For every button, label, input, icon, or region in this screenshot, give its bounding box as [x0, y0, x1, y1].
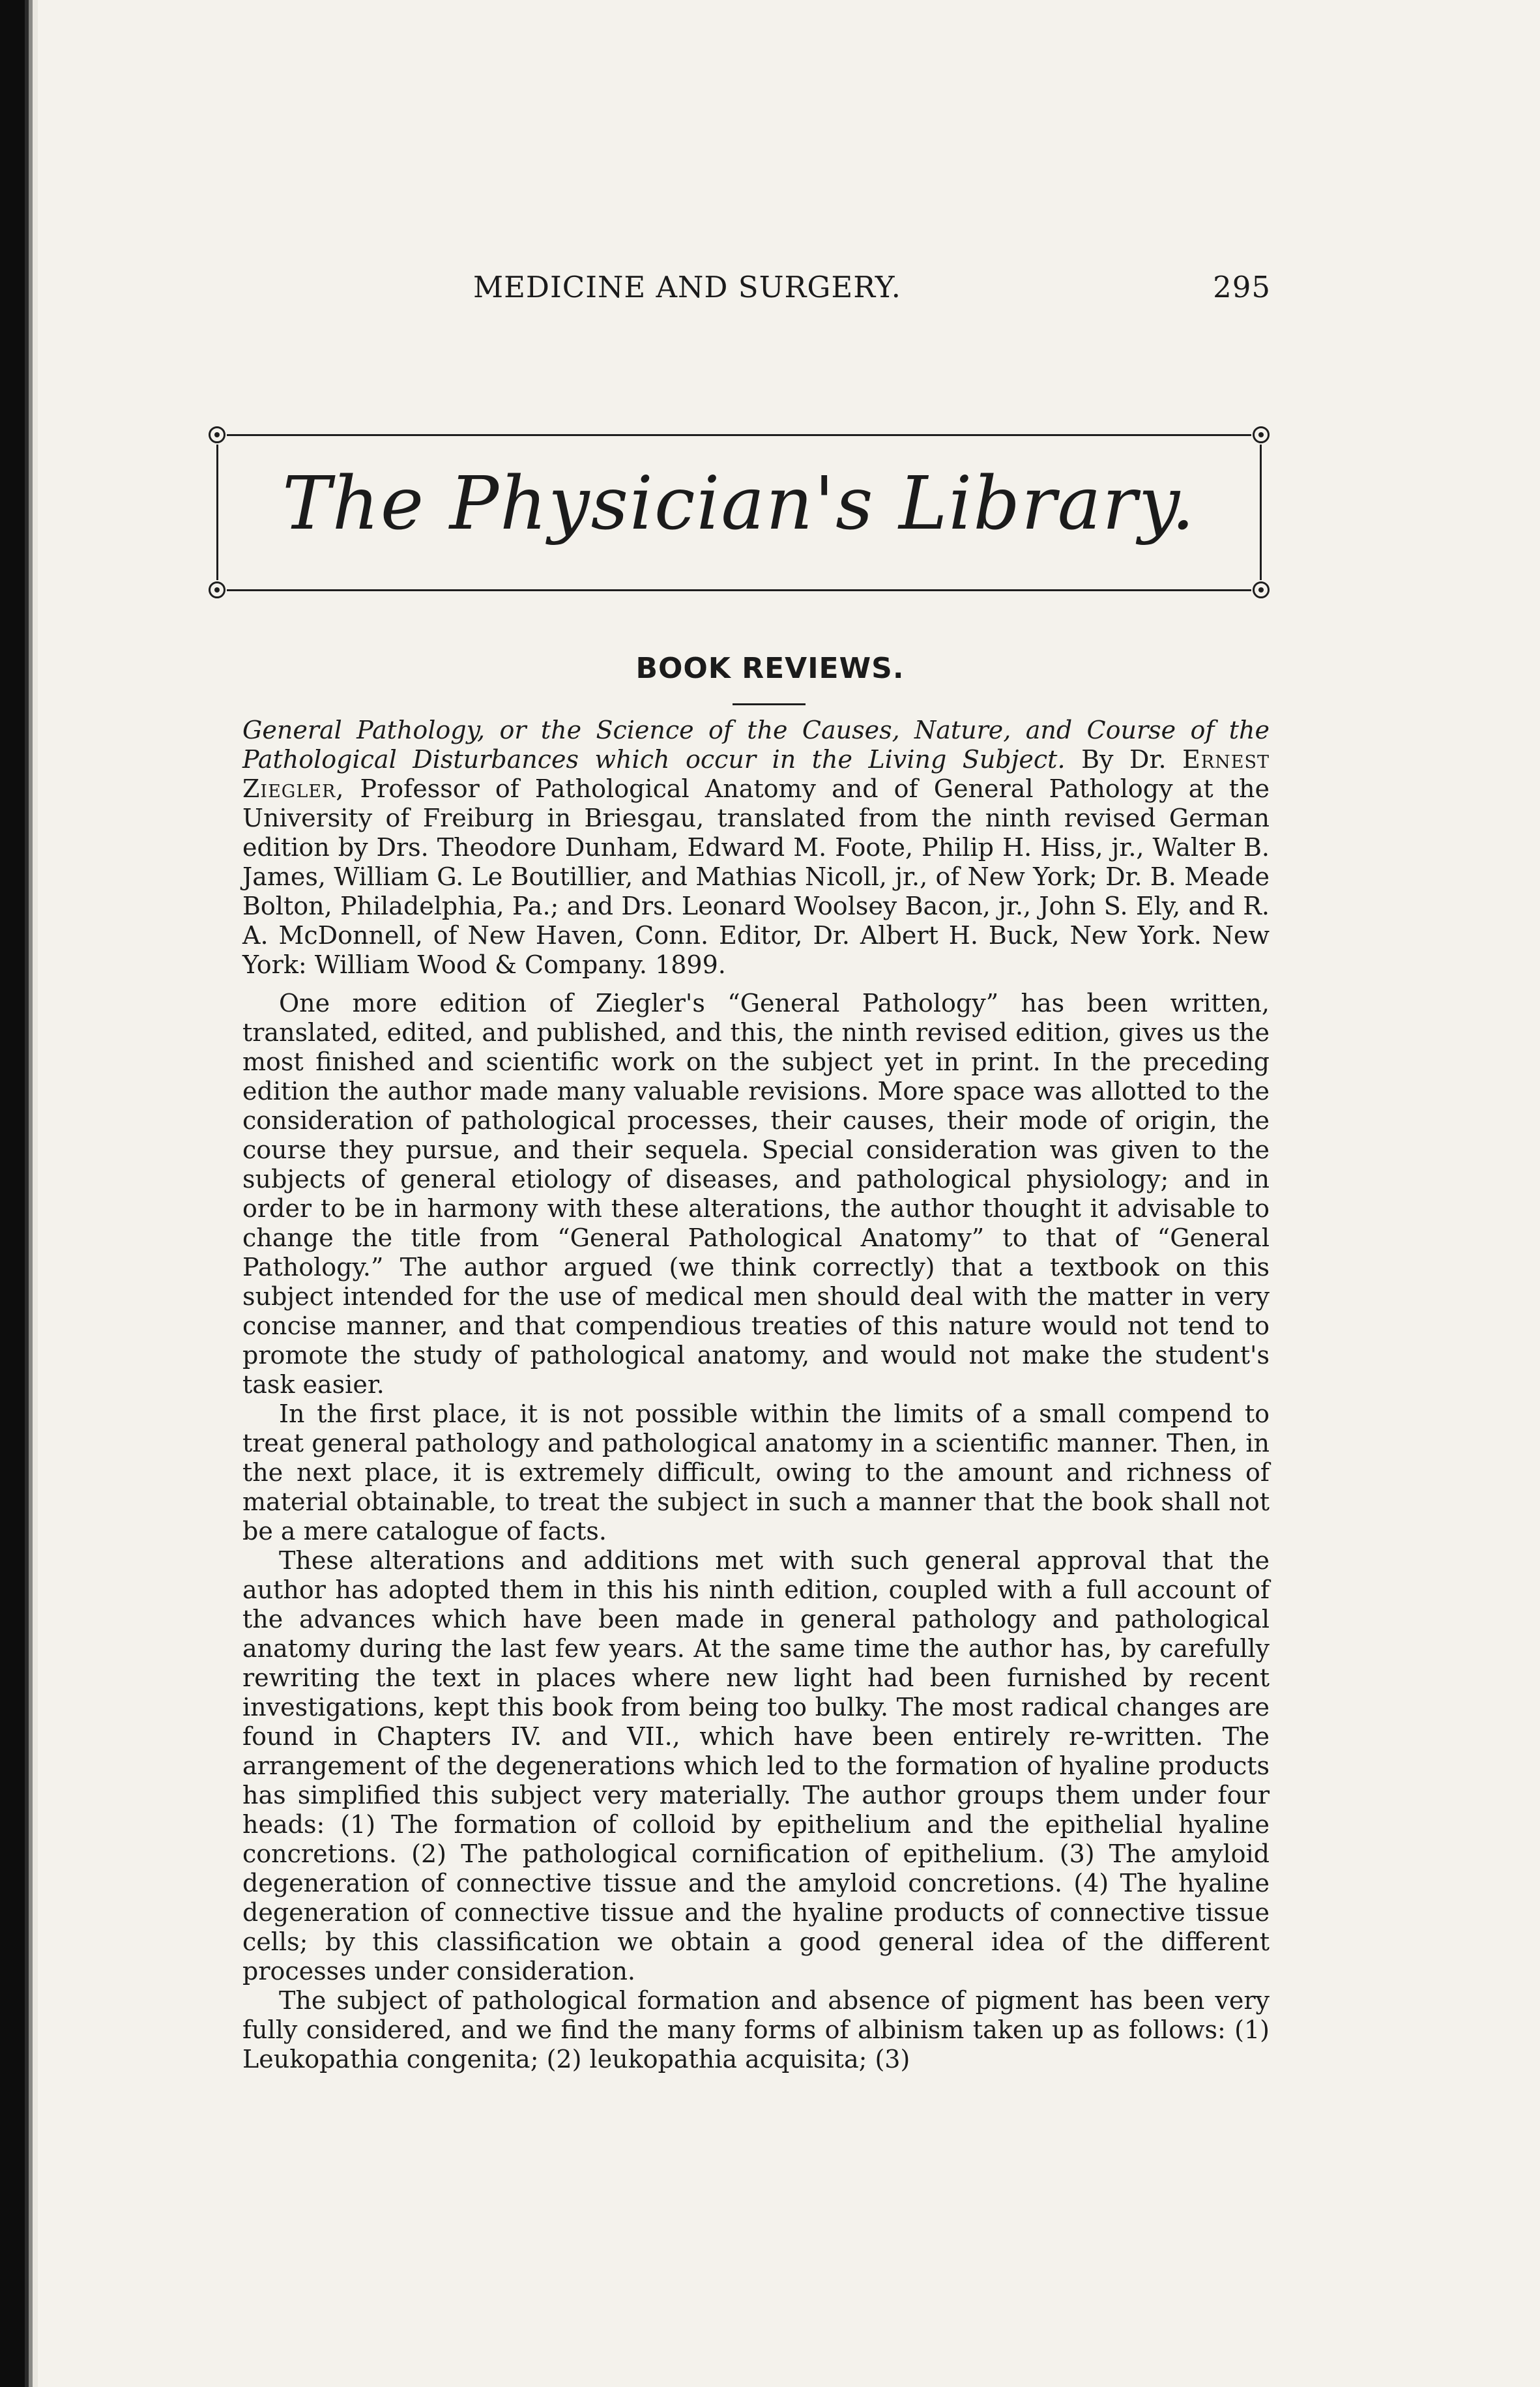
- banner-title: The Physician's Library.: [282, 461, 1196, 546]
- author-name: Ernest Ziegler,: [242, 745, 1270, 803]
- book-title: General Pathology, or the Science of the Causes, Nature, and Course of the Pathological Disturbances which occur in the Living Subject.: [242, 716, 1270, 774]
- page-binding-edge: [0, 0, 38, 2387]
- page-number: 295: [1213, 270, 1271, 304]
- by-text: By Dr.: [1081, 745, 1167, 774]
- banner-bottom-rule: [227, 589, 1251, 591]
- banner-corner-ornament: [209, 426, 225, 443]
- banner-corner-ornament: [1253, 426, 1270, 443]
- library-banner: [209, 425, 1270, 602]
- banner-corner-ornament: [1253, 581, 1270, 598]
- running-head: [473, 270, 1271, 304]
- running-title: MEDICINE AND SURGERY.: [473, 270, 901, 304]
- review-body: [242, 716, 1270, 2074]
- citation-details: Professor of Pathological Anatomy and of General Pathology at the University of Freiburg in Briesgau, translated from the ninth revised German edition by Drs. Theodore Dunham, Edward M. Foote, Philip H. Hiss, jr., Walter B. James, William G. Le Boutillier, and Mathias Nicoll, jr., of New York; Dr. B. Meade Bolton, Philadelphia, Pa.; and Drs. Leonard Woolsey Bacon, jr., John S. Ely, and R. A. McDonnell, of New Haven, Conn. Editor, Dr. Albert H. Buck, New York. New York: William Wood & Company. 1899.: [242, 774, 1270, 979]
- banner-corner-ornament: [209, 581, 225, 598]
- review-paragraph: In the first place, it is not possible within the limits of a small compend to treat general pathology and pathological anatomy in a scientific manner. Then, in the next place, it is extremely difficult, owing to the amount and richness of material obtainable, to treat the subject in such a manner that the book shall not be a mere catalogue of facts.: [242, 1399, 1270, 1545]
- book-citation: [242, 716, 1270, 980]
- review-paragraph: These alterations and additions met with such general approval that the author has adopted them in this his ninth edition, coupled with a full account of the advances which have been made in general pathology and pathological anatomy during the last few years. At the same time the author has, by carefully rewriting the text in places where new light had been furnished by recent investigations, kept this book from being too bulky. The most radical changes are found in Chapters IV. and VII., which have been entirely re-written. The arrangement of the degenerations which led to the formation of hyaline products has simplified this subject very materially. The author groups them under four heads: (1) The formation of colloid by epithelium and the epithelial hyaline concretions. (2) The pathological cornification of epithelium. (3) The amyloid degeneration of connective tissue and the amyloid concretions. (4) The hyaline degeneration of connective tissue and the hyaline products of connective tissue cells; by this classification we obtain a good general idea of the different processes under consideration.: [242, 1546, 1270, 1985]
- review-paragraph: The subject of pathological formation and absence of pigment has been very fully considered, and we find the many forms of albinism taken up as follows: (1) Leukopathia congenita; (2) leukopathia acquisita; (3): [242, 1986, 1270, 2073]
- section-divider: [733, 703, 806, 705]
- section-title: BOOK REVIEWS.: [635, 652, 905, 685]
- review-paragraph: One more edition of Ziegler's “General Pathology” has been written, translated, edited, and published, and this, the ninth revised edition, gives us the most finished and scientific work on the subject yet in print. In the preceding edition the author made many valuable revisions. More space was allotted to the consideration of pathological processes, their causes, their mode of origin, the course they pursue, and their sequela. Special consideration was given to the subjects of general etiology of diseases, and pathological physiology; and in order to be in harmony with these alterations, the author thought it advisable to change the title from “General Pathological Anatomy” to that of “General Pathology.” The author argued (we think correctly) that a textbook on this subject intended for the use of medical men should deal with the matter in very concise manner, and that compendious treaties of this nature would not tend to promote the study of pathological anatomy, and would not make the student's task easier.: [242, 989, 1270, 1399]
- banner-top-rule: [227, 434, 1251, 436]
